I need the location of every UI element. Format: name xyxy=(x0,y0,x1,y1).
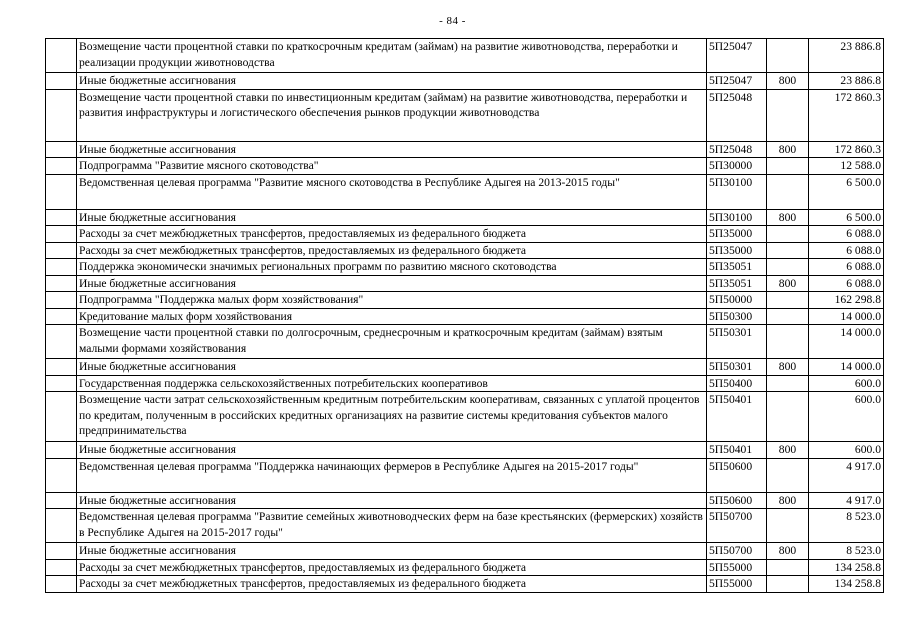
amount: 14 000.0 xyxy=(809,359,884,376)
target-code: 5П35051 xyxy=(707,259,767,276)
blank-cell xyxy=(46,89,77,141)
table-row xyxy=(46,89,884,141)
blank-cell xyxy=(46,442,77,459)
item-name: Расходы за счет межбюджетных трансфертов, предоставляемых из федерального бюджета xyxy=(77,559,707,576)
blank-cell xyxy=(46,73,77,90)
blank-cell xyxy=(46,509,77,543)
table-row xyxy=(46,359,884,376)
target-code: 5П50301 xyxy=(707,359,767,376)
target-code: 5П25048 xyxy=(707,141,767,158)
budget-table xyxy=(45,38,884,593)
item-name: Расходы за счет межбюджетных трансфертов, предоставляемых из федерального бюджета xyxy=(77,226,707,243)
expense-type: 800 xyxy=(767,141,809,158)
item-name: Государственная поддержка сельскохозяйственных потребительских кооперативов xyxy=(77,375,707,392)
table-row xyxy=(46,209,884,226)
amount: 14 000.0 xyxy=(809,308,884,325)
target-code: 5П35000 xyxy=(707,226,767,243)
target-code: 5П50401 xyxy=(707,392,767,442)
expense-type: 800 xyxy=(767,359,809,376)
target-code: 5П50400 xyxy=(707,375,767,392)
target-code: 5П30100 xyxy=(707,174,767,209)
table-row xyxy=(46,325,884,359)
amount: 6 088.0 xyxy=(809,226,884,243)
amount: 23 886.8 xyxy=(809,39,884,73)
blank-cell xyxy=(46,141,77,158)
item-name: Возмещение части процентной ставки по долгосрочным, среднесрочным и краткосрочным кредитам (займам) взятым малыми формами хозяйствования xyxy=(77,325,707,359)
table-row xyxy=(46,492,884,509)
amount: 23 886.8 xyxy=(809,73,884,90)
item-name: Кредитование малых форм хозяйствования xyxy=(77,308,707,325)
table-row xyxy=(46,308,884,325)
expense-type xyxy=(767,242,809,259)
target-code: 5П50300 xyxy=(707,308,767,325)
target-code: 5П50401 xyxy=(707,442,767,459)
expense-type xyxy=(767,375,809,392)
item-name: Иные бюджетные ассигнования xyxy=(77,492,707,509)
blank-cell xyxy=(46,226,77,243)
expense-type xyxy=(767,509,809,543)
item-name: Иные бюджетные ассигнования xyxy=(77,73,707,90)
table-row xyxy=(46,259,884,276)
table-row xyxy=(46,73,884,90)
expense-type xyxy=(767,158,809,175)
table-row xyxy=(46,292,884,309)
table-row xyxy=(46,458,884,492)
amount: 172 860.3 xyxy=(809,89,884,141)
item-name: Расходы за счет межбюджетных трансфертов, предоставляемых из федерального бюджета xyxy=(77,576,707,593)
amount: 600.0 xyxy=(809,375,884,392)
table-row xyxy=(46,509,884,543)
target-code: 5П50700 xyxy=(707,543,767,560)
expense-type xyxy=(767,559,809,576)
blank-cell xyxy=(46,158,77,175)
table-row xyxy=(46,375,884,392)
table-row xyxy=(46,392,884,442)
blank-cell xyxy=(46,292,77,309)
expense-type xyxy=(767,308,809,325)
expense-type xyxy=(767,325,809,359)
item-name: Возмещение части затрат сельскохозяйственным кредитным потребительским кооперативам, связанных с уплатой процентов по кредитам, полученным в российских кредитных организациях на развитие системы кредитования субъектов малого предпринимательства xyxy=(77,392,707,442)
expense-type xyxy=(767,226,809,243)
table-row xyxy=(46,576,884,593)
expense-type: 800 xyxy=(767,442,809,459)
blank-cell xyxy=(46,392,77,442)
amount: 8 523.0 xyxy=(809,543,884,560)
blank-cell xyxy=(46,259,77,276)
blank-cell xyxy=(46,559,77,576)
blank-cell xyxy=(46,308,77,325)
item-name: Подпрограмма "Развитие мясного скотоводства" xyxy=(77,158,707,175)
expense-type: 800 xyxy=(767,275,809,292)
amount: 4 917.0 xyxy=(809,458,884,492)
expense-type: 800 xyxy=(767,73,809,90)
target-code: 5П50600 xyxy=(707,492,767,509)
amount: 12 588.0 xyxy=(809,158,884,175)
target-code: 5П55000 xyxy=(707,559,767,576)
item-name: Ведомственная целевая программа "Поддержка начинающих фермеров в Республике Адыгея на 2015-2017 годы" xyxy=(77,458,707,492)
amount: 14 000.0 xyxy=(809,325,884,359)
blank-cell xyxy=(46,275,77,292)
expense-type: 800 xyxy=(767,492,809,509)
table-row xyxy=(46,226,884,243)
expense-type xyxy=(767,259,809,276)
expense-type xyxy=(767,39,809,73)
target-code: 5П25047 xyxy=(707,73,767,90)
amount: 4 917.0 xyxy=(809,492,884,509)
blank-cell xyxy=(46,576,77,593)
blank-cell xyxy=(46,242,77,259)
expense-type xyxy=(767,174,809,209)
item-name: Иные бюджетные ассигнования xyxy=(77,543,707,560)
target-code: 5П30100 xyxy=(707,209,767,226)
page-number: - 84 - xyxy=(439,15,466,27)
amount: 6 088.0 xyxy=(809,275,884,292)
table-row xyxy=(46,174,884,209)
item-name: Иные бюджетные ассигнования xyxy=(77,442,707,459)
target-code: 5П50600 xyxy=(707,458,767,492)
blank-cell xyxy=(46,209,77,226)
target-code: 5П25048 xyxy=(707,89,767,141)
expense-type xyxy=(767,292,809,309)
blank-cell xyxy=(46,543,77,560)
target-code: 5П30000 xyxy=(707,158,767,175)
expense-type xyxy=(767,576,809,593)
amount: 134 258.8 xyxy=(809,576,884,593)
amount: 6 088.0 xyxy=(809,242,884,259)
item-name: Поддержка экономически значимых региональных программ по развитию мясного скотоводства xyxy=(77,259,707,276)
target-code: 5П50700 xyxy=(707,509,767,543)
expense-type xyxy=(767,89,809,141)
expense-type: 800 xyxy=(767,543,809,560)
blank-cell xyxy=(46,39,77,73)
table-row xyxy=(46,242,884,259)
item-name: Возмещение части процентной ставки по краткосрочным кредитам (займам) на развитие животноводства, переработки и реализации продукции животноводства xyxy=(77,39,707,73)
target-code: 5П50301 xyxy=(707,325,767,359)
item-name: Иные бюджетные ассигнования xyxy=(77,209,707,226)
expense-type xyxy=(767,458,809,492)
amount: 134 258.8 xyxy=(809,559,884,576)
blank-cell xyxy=(46,174,77,209)
amount: 172 860.3 xyxy=(809,141,884,158)
expense-type: 800 xyxy=(767,209,809,226)
table-row xyxy=(46,559,884,576)
target-code: 5П35051 xyxy=(707,275,767,292)
table-row xyxy=(46,158,884,175)
item-name: Ведомственная целевая программа "Развитие семейных животноводческих ферм на базе крестьянских (фермерских) хозяйств в Республике Адыгея на 2015-2017 годы" xyxy=(77,509,707,543)
item-name: Возмещение части процентной ставки по инвестиционным кредитам (займам) на развитие животноводства, переработки и развития инфраструктуры и логистического обеспечения рынков продукции животноводства xyxy=(77,89,707,141)
amount: 6 088.0 xyxy=(809,259,884,276)
target-code: 5П55000 xyxy=(707,576,767,593)
table-row xyxy=(46,141,884,158)
table-row xyxy=(46,275,884,292)
expense-type xyxy=(767,392,809,442)
blank-cell xyxy=(46,359,77,376)
table-row xyxy=(46,39,884,73)
table-row xyxy=(46,442,884,459)
target-code: 5П25047 xyxy=(707,39,767,73)
amount: 6 500.0 xyxy=(809,174,884,209)
blank-cell xyxy=(46,325,77,359)
blank-cell xyxy=(46,492,77,509)
amount: 600.0 xyxy=(809,442,884,459)
blank-cell xyxy=(46,375,77,392)
target-code: 5П50000 xyxy=(707,292,767,309)
item-name: Иные бюджетные ассигнования xyxy=(77,359,707,376)
amount: 8 523.0 xyxy=(809,509,884,543)
amount: 6 500.0 xyxy=(809,209,884,226)
item-name: Иные бюджетные ассигнования xyxy=(77,141,707,158)
item-name: Иные бюджетные ассигнования xyxy=(77,275,707,292)
blank-cell xyxy=(46,458,77,492)
amount: 600.0 xyxy=(809,392,884,442)
item-name: Расходы за счет межбюджетных трансфертов, предоставляемых из федерального бюджета xyxy=(77,242,707,259)
target-code: 5П35000 xyxy=(707,242,767,259)
item-name: Ведомственная целевая программа "Развитие мясного скотоводства в Республике Адыгея на 2013-2015 годы" xyxy=(77,174,707,209)
amount: 162 298.8 xyxy=(809,292,884,309)
table-row xyxy=(46,543,884,560)
item-name: Подпрограмма "Поддержка малых форм хозяйствования" xyxy=(77,292,707,309)
